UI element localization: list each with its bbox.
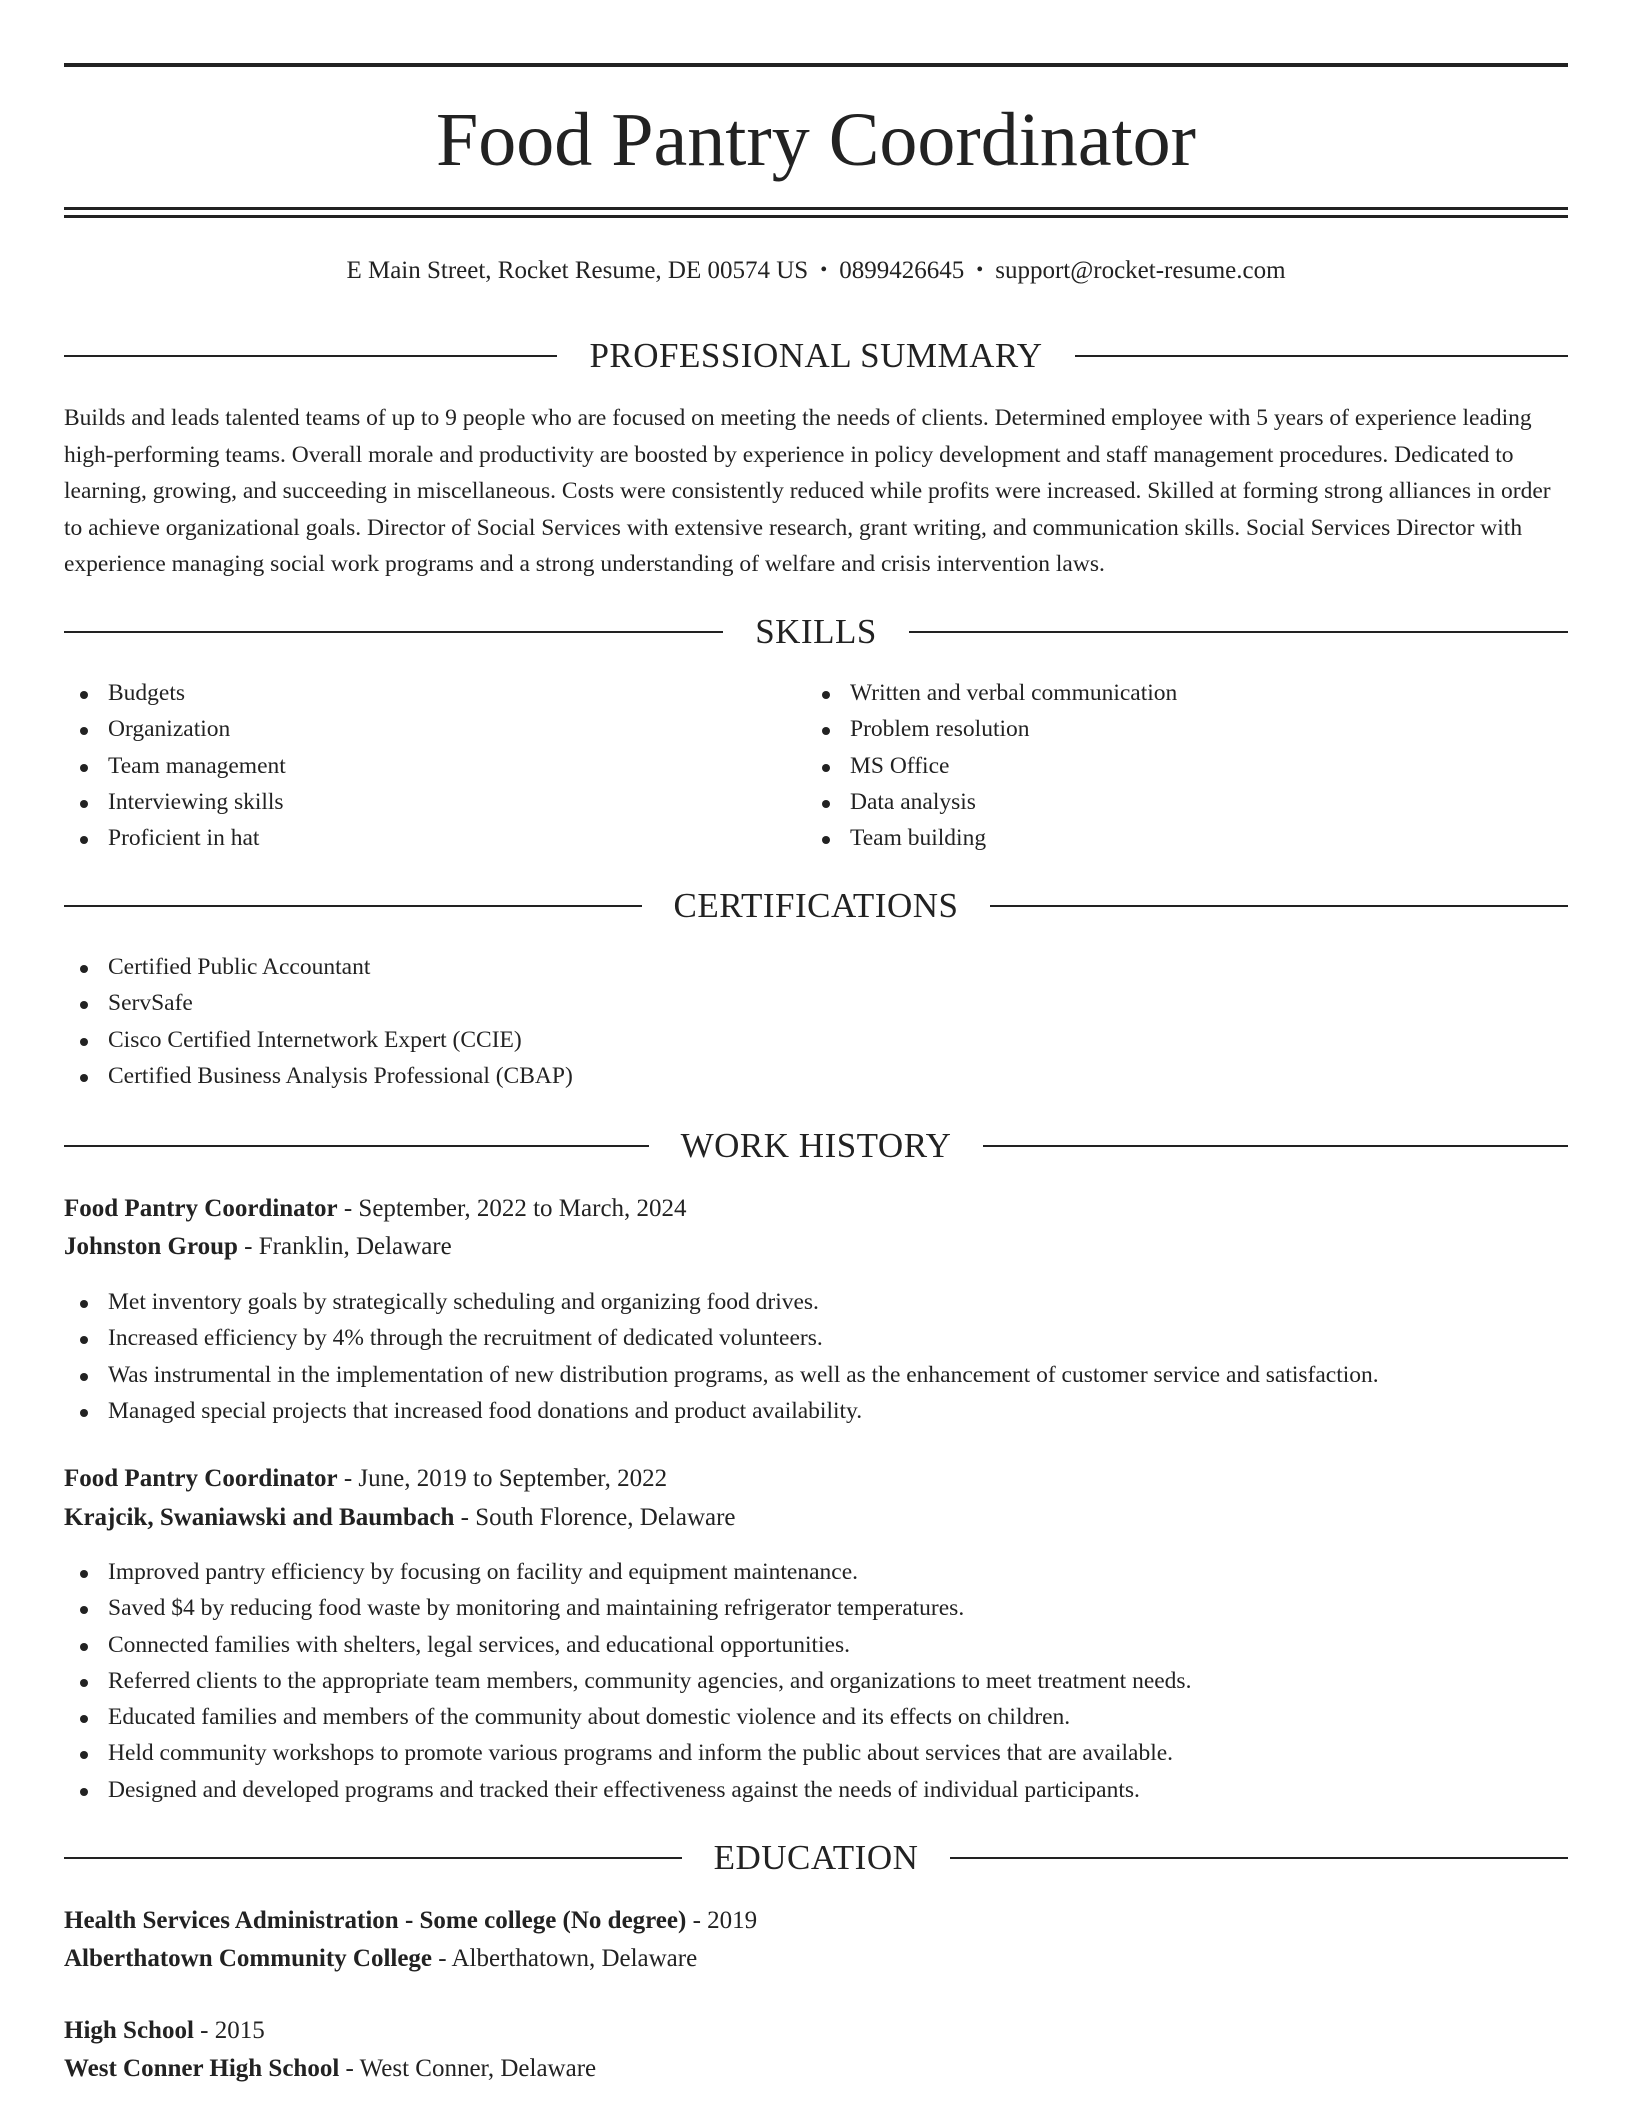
job-bullet: Managed special projects that increased food donations and product availability. (64, 1393, 1568, 1429)
heading-rule (950, 1857, 1568, 1859)
section-heading-certifications (64, 886, 1568, 926)
job-bullet: Held community workshops to promote various programs and inform the public about services that are available. (64, 1735, 1568, 1771)
section-heading-education (64, 1838, 1568, 1878)
summary-paragraph: Builds and leads talented teams of up to 9 people who are focused on meeting the needs of clients. Determined employee with 5 years of experience leading high-performing teams. Overall morale and productivity are boosted by experience in policy development and staff management procedures. Dedicated to learning, growing, and succeeding in miscellaneous. Costs were consistently reduced while profits were increased. Skilled at forming strong alliances in order to achieve organizational goals. Director of Social Services with extensive research, grant writing, and communication skills. Social Services Director with experience managing social work programs and a strong understanding of welfare and crisis intervention laws. (64, 405, 1551, 577)
heading-rule (1075, 355, 1568, 357)
skill-item: Data analysis (806, 784, 1566, 820)
certifications-list (64, 949, 1568, 1094)
job-company: Krajcik, Swaniawski and Baumbach (64, 1504, 455, 1531)
section-title: SKILLS (755, 612, 877, 651)
job-company: Johnston Group (64, 1233, 238, 1260)
education-degree: Health Services Administration - Some college (No degree) (64, 1907, 687, 1934)
education-location: - West Conner, Delaware (339, 2055, 597, 2082)
contact-email[interactable]: support@rocket-resume.com (995, 257, 1286, 284)
job-location: - South Florence, Delaware (454, 1504, 736, 1531)
job-dates: - September, 2022 to March, 2024 (337, 1195, 687, 1222)
job-company-line (64, 1502, 1568, 1534)
job-bullet: Improved pantry efficiency by focusing on facility and equipment maintenance. (64, 1554, 1568, 1590)
job-bullets (64, 1284, 1568, 1429)
top-rule (64, 63, 1568, 67)
contact-separator: • (976, 259, 984, 281)
education-location: - Alberthatown, Delaware (432, 1945, 698, 1972)
heading-rule (983, 1145, 1568, 1147)
job-bullet: Referred clients to the appropriate team members, community agencies, and organizations to meet treatment needs. (64, 1663, 1568, 1699)
section-title: EDUCATION (713, 1838, 919, 1877)
skill-item: Budgets (64, 675, 764, 711)
job-bullet: Connected families with shelters, legal services, and educational opportunities. (64, 1627, 1568, 1663)
contact-address: E Main Street, Rocket Resume, DE 00574 US (346, 257, 809, 284)
skill-item: Team management (64, 748, 764, 784)
contact-line (64, 255, 1568, 288)
skill-item: MS Office (806, 748, 1566, 784)
skills-list-left (64, 675, 764, 856)
job-title-line (64, 1193, 1568, 1225)
heading-rule (990, 905, 1568, 907)
section-title: PROFESSIONAL SUMMARY (589, 336, 1043, 375)
title-double-rule (64, 207, 1568, 218)
heading-rule (64, 1857, 682, 1859)
education-school-line (64, 2053, 1568, 2085)
section-heading-skills (64, 612, 1568, 652)
skill-item: Interviewing skills (64, 784, 764, 820)
job-dates: - June, 2019 to September, 2022 (337, 1465, 668, 1492)
section-title: WORK HISTORY (680, 1126, 952, 1165)
job-bullet: Designed and developed programs and tracked their effectiveness against the needs of individual participants. (64, 1772, 1568, 1808)
heading-rule (64, 631, 723, 633)
heading-rule (64, 905, 642, 907)
skill-item: Team building (806, 820, 1566, 856)
job-company-line (64, 1231, 1568, 1263)
job-bullet: Educated families and members of the community about domestic violence and its effects on children. (64, 1699, 1568, 1735)
job-title: Food Pantry Coordinator (64, 1465, 338, 1492)
education-school: Alberthatown Community College (64, 1945, 433, 1972)
education-year: - 2015 (193, 2017, 265, 2044)
heading-rule (64, 1145, 649, 1147)
skill-item: Proficient in hat (64, 820, 764, 856)
job-bullet: Was instrumental in the implementation of new distribution programs, as well as the enhancement of customer service and satisfaction. (64, 1357, 1568, 1393)
education-degree-line (64, 2015, 1568, 2047)
job-title: Food Pantry Coordinator (64, 1195, 338, 1222)
job-bullets (64, 1554, 1568, 1808)
resume-title: Food Pantry Coordinator (436, 98, 1196, 182)
section-title: CERTIFICATIONS (673, 886, 959, 925)
skill-item: Problem resolution (806, 711, 1566, 747)
skill-item: Organization (64, 711, 764, 747)
skill-item: Written and verbal communication (806, 675, 1566, 711)
heading-rule (909, 631, 1568, 633)
job-bullet: Saved $4 by reducing food waste by monitoring and maintaining refrigerator temperatures. (64, 1590, 1568, 1626)
education-school-line (64, 1943, 1568, 1975)
education-school: West Conner High School (64, 2055, 340, 2082)
certification-item: Certified Public Accountant (64, 949, 1568, 985)
job-title-line (64, 1463, 1568, 1495)
education-degree-line (64, 1905, 1568, 1937)
education-degree: High School (64, 2017, 194, 2044)
skills-list-right (806, 675, 1566, 856)
certification-item: Certified Business Analysis Professional (CBAP) (64, 1058, 1568, 1094)
certification-item: Cisco Certified Internetwork Expert (CCIE) (64, 1022, 1568, 1058)
job-location: - Franklin, Delaware (237, 1233, 452, 1260)
section-heading-work-history (64, 1126, 1568, 1166)
job-bullet: Met inventory goals by strategically scheduling and organizing food drives. (64, 1284, 1568, 1320)
job-bullet: Increased efficiency by 4% through the recruitment of dedicated volunteers. (64, 1320, 1568, 1356)
contact-separator: • (820, 259, 828, 281)
contact-phone[interactable]: 0899426645 (839, 257, 965, 284)
certification-item: ServSafe (64, 985, 1568, 1021)
section-heading-summary (64, 336, 1568, 376)
education-year: - 2019 (686, 1907, 758, 1934)
heading-rule (64, 355, 557, 357)
